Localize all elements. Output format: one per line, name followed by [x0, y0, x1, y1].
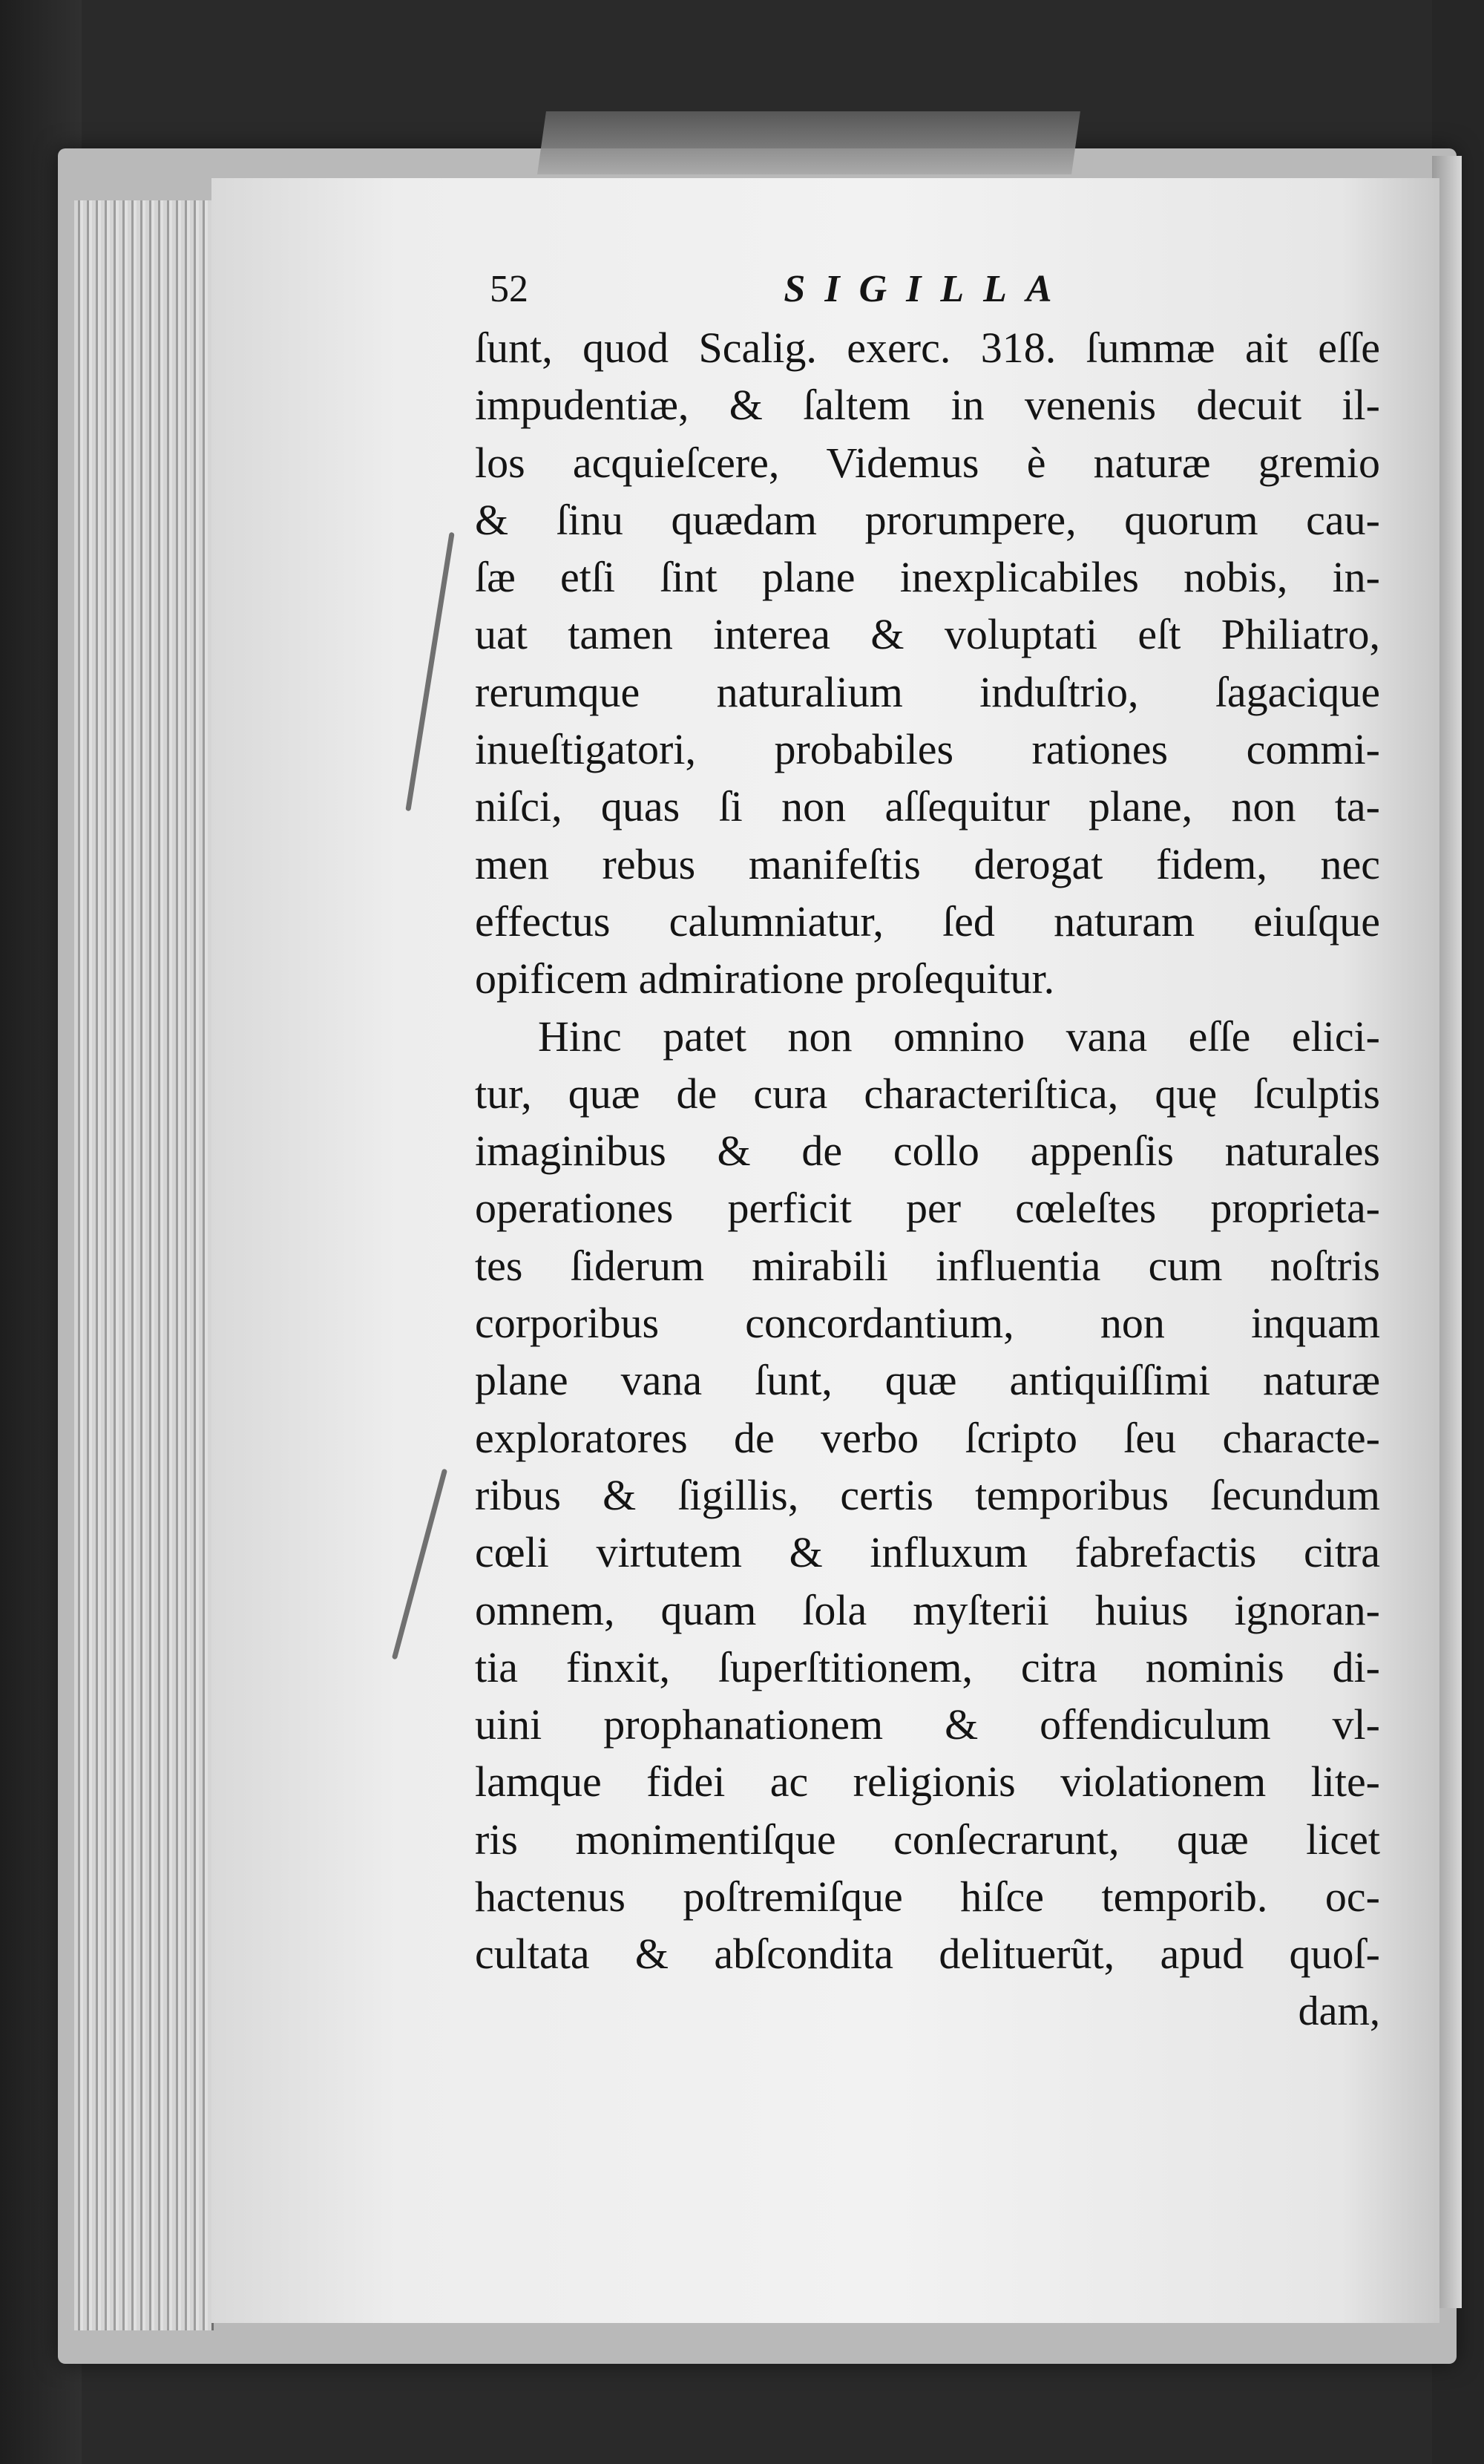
text-line: ris monimentiſque conſecrarunt, quæ licet [475, 1815, 1380, 1864]
text-line: uat tamen interea & voluptati eſt Philiatro, [475, 610, 1380, 659]
text-line: tur, quæ de cura characteriſtica, quę ſculptis [475, 1069, 1380, 1118]
text-line: los acquieſcere, Videmus è naturæ gremio [475, 438, 1380, 487]
text-line: & ſinu quædam prorumpere, quorum cau- [475, 495, 1380, 544]
text-line: tes ſiderum mirabili influentia cum noſtris [475, 1241, 1380, 1290]
text-line: operationes perficit per cœleſtes proprieta- [475, 1184, 1380, 1233]
text-line: uini prophanationem & offendiculum vl- [475, 1700, 1380, 1749]
text-line: effectus calumniatur, ſed naturam eiuſque [475, 897, 1380, 946]
page-edges [74, 200, 214, 2330]
text-line: cultata & abſcondita delituerũt, apud quoſ- [475, 1930, 1380, 1979]
text-line: inueſtigatori, probabiles rationes commi- [475, 725, 1380, 774]
text-block [475, 267, 1380, 2040]
text-line: hactenus poſtremiſque hiſce temporib. oc- [475, 1872, 1380, 1921]
text-line: lamque fidei ac religionis violationem lite- [475, 1757, 1380, 1806]
text-line: corporibus concordantium, non inquam [475, 1299, 1380, 1348]
text-line: tia finxit, ſuperſtitionem, citra nominis di- [475, 1642, 1380, 1691]
running-head [475, 267, 1380, 319]
text-line: cœli virtutem & influxum fabrefactis citra [475, 1528, 1380, 1577]
text-line: ſunt, quod Scalig. exerc. 318. ſummæ ait eſſe [475, 324, 1380, 372]
text-line: imaginibus & de collo appenſis naturales [475, 1127, 1380, 1176]
text-line: ſæ etſi ſint plane inexplicabiles nobis, in- [475, 553, 1380, 602]
body-text [475, 319, 1380, 1983]
text-line: exploratores de verbo ſcripto ſeu characte- [475, 1413, 1380, 1462]
text-line: men rebus manifeſtis derogat fidem, nec [475, 839, 1380, 888]
text-line: opificem admiratione proſequitur. [475, 954, 1055, 1003]
text-line: Hinc patet non omnino vana eſſe elici- [538, 1012, 1380, 1061]
running-title: SIGILLA [784, 268, 1071, 310]
text-line: ribus & ſigillis, certis temporibus ſecundum [475, 1470, 1380, 1519]
page-number: 52 [490, 268, 528, 310]
text-line: omnem, quam ſola myſterii huius ignoran- [475, 1585, 1380, 1634]
text-line: plane vana ſunt, quæ antiquiſſimi naturæ [475, 1356, 1380, 1405]
text-line: rerumque naturalium induſtrio, ſagacique [475, 667, 1380, 716]
catchword: dam, [1298, 1988, 1380, 2034]
torn-top-edge [537, 111, 1080, 174]
text-line: impudentiæ, & ſaltem in venenis decuit il- [475, 381, 1380, 430]
text-line: niſci, quas ſi non aſſequitur plane, non ta- [475, 782, 1380, 831]
